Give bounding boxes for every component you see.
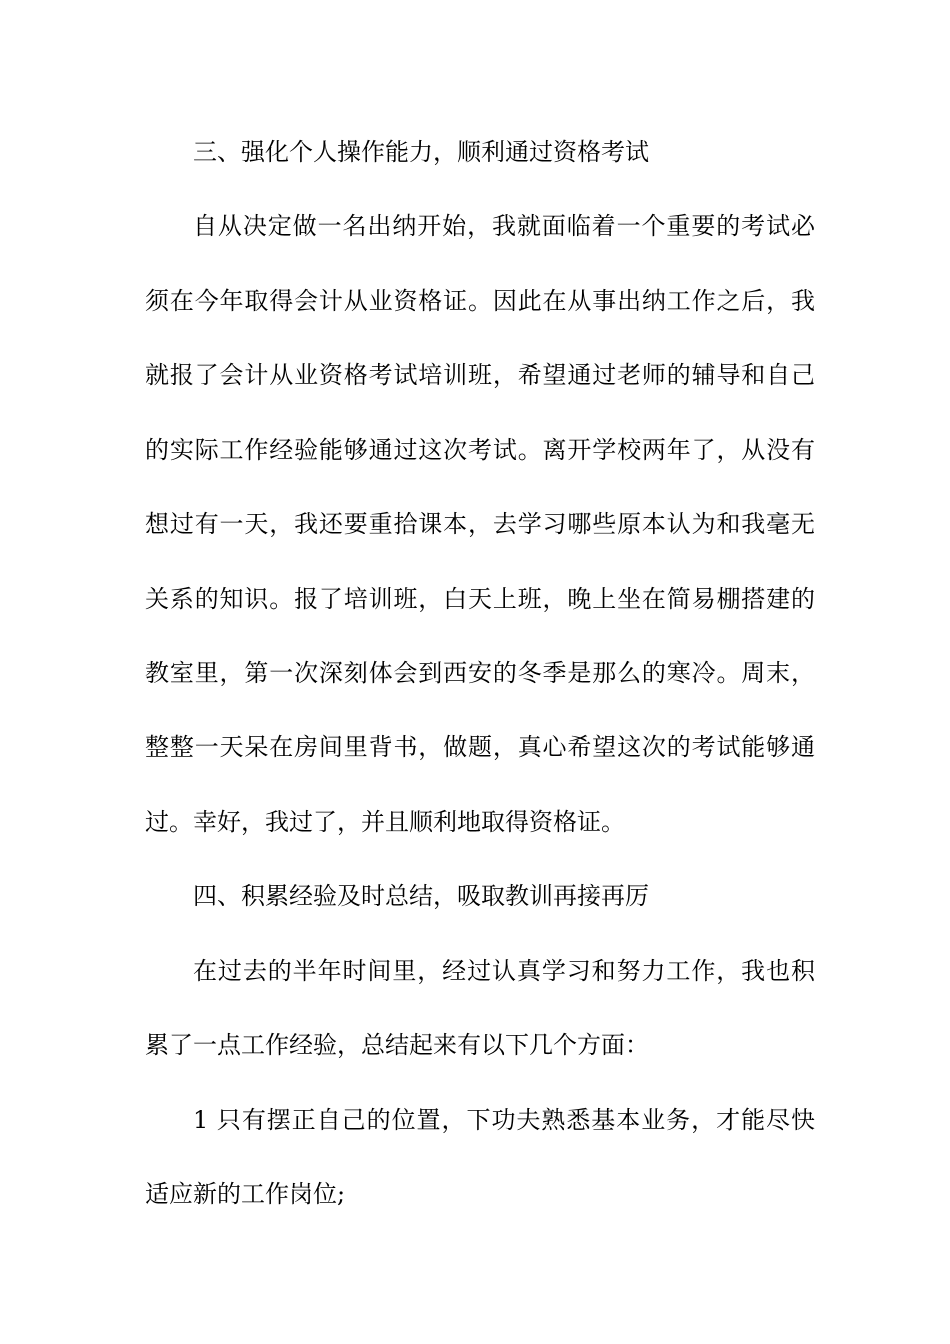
paragraph-line: 自从决定做一名出纳开始，我就面临着一个重要的考试必 [193,212,815,240]
section-heading-4: 四、积累经验及时总结，吸取教训再接再厉 [193,882,649,910]
paragraph-line: 过。幸好，我过了，并且顺利地取得资格证。 [145,808,625,836]
paragraph-line: 就报了会计从业资格考试培训班，希望通过老师的辅导和自己 [145,361,815,389]
paragraph-line: 教室里，第一次深刻体会到西安的冬季是那么的寒冷。周末， [145,659,815,687]
paragraph-line: 累了一点工作经验，总结起来有以下几个方面： [145,1031,649,1059]
paragraph-line: 整整一天呆在房间里背书，做题，真心希望这次的考试能够通 [145,733,815,761]
paragraph-line: 的实际工作经验能够通过这次考试。离开学校两年了，从没有 [145,436,815,464]
paragraph-line: 在过去的半年时间里，经过认真学习和努力工作，我也积 [193,957,815,985]
paragraph-line: 想过有一天，我还要重拾课本，去学习哪些原本认为和我毫无 [145,510,815,538]
paragraph-line: 适应新的工作岗位; [145,1180,346,1208]
paragraph-line: 关系的知识。报了培训班，白天上班，晚上坐在简易棚搭建的 [145,585,815,613]
list-item-1: 1 只有摆正自己的位置，下功夫熟悉基本业务，才能尽快 [193,1106,815,1134]
paragraph-line: 须在今年取得会计从业资格证。因此在从事出纳工作之后，我 [145,287,815,315]
section-heading-3: 三、强化个人操作能力，顺利通过资格考试 [193,138,649,166]
